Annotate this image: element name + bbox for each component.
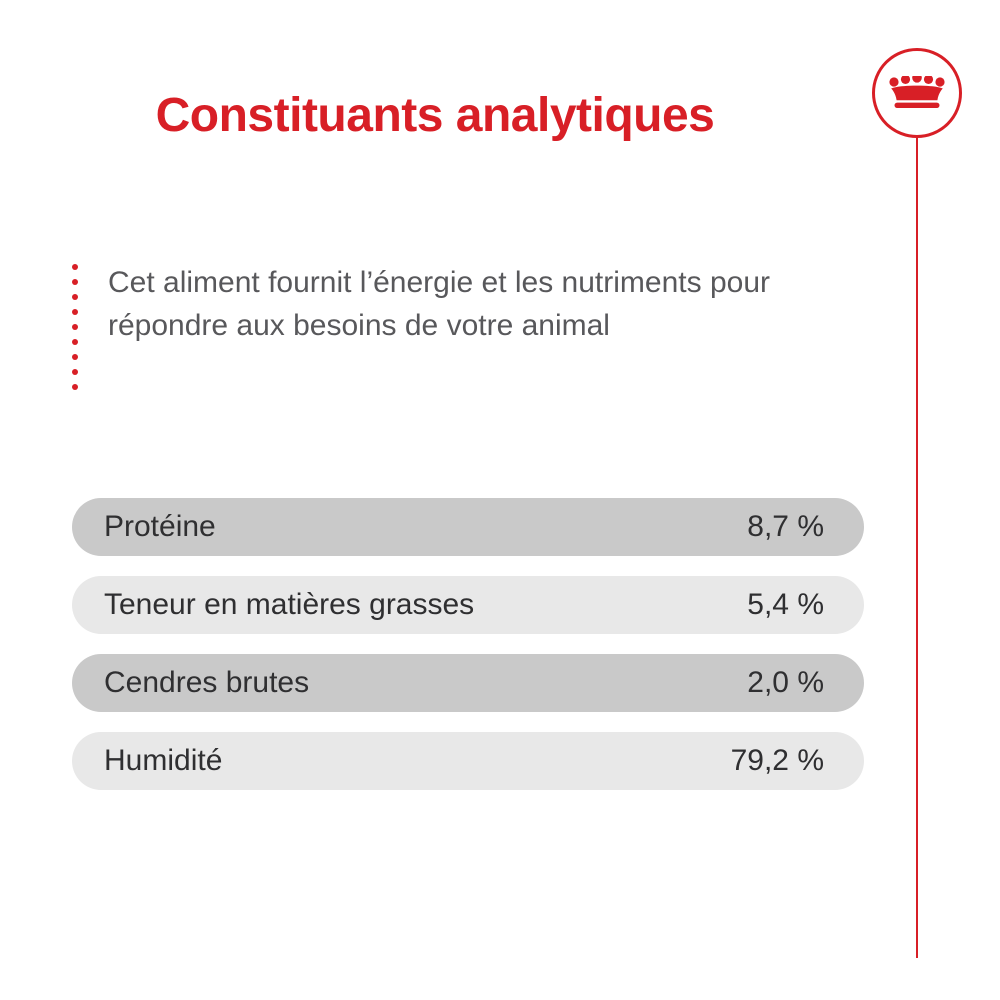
intro-block	[72, 262, 872, 390]
table-row	[72, 654, 864, 712]
table-row	[72, 576, 864, 634]
page-title: Constituants analytiques	[155, 89, 715, 142]
nutrient-table	[72, 498, 864, 810]
table-row	[72, 498, 864, 556]
brand-vertical-rule	[916, 138, 918, 958]
royal-crown-icon	[872, 48, 962, 138]
nutrient-value: 5,4 %	[747, 588, 824, 621]
nutrient-label: Teneur en matières grasses	[104, 588, 475, 621]
nutrient-value: 79,2 %	[730, 744, 824, 777]
intro-text: Cet aliment fournit l’énergie et les nutriments pour répondre aux besoins de votre animal	[108, 266, 770, 342]
nutrient-label: Protéine	[104, 510, 216, 543]
nutrient-value: 2,0 %	[747, 666, 824, 699]
dotted-vertical-rule-icon	[72, 264, 78, 390]
nutrient-label: Humidité	[104, 744, 223, 777]
nutrient-value: 8,7 %	[747, 510, 824, 543]
nutrient-label: Cendres brutes	[104, 666, 310, 699]
table-row	[72, 732, 864, 790]
